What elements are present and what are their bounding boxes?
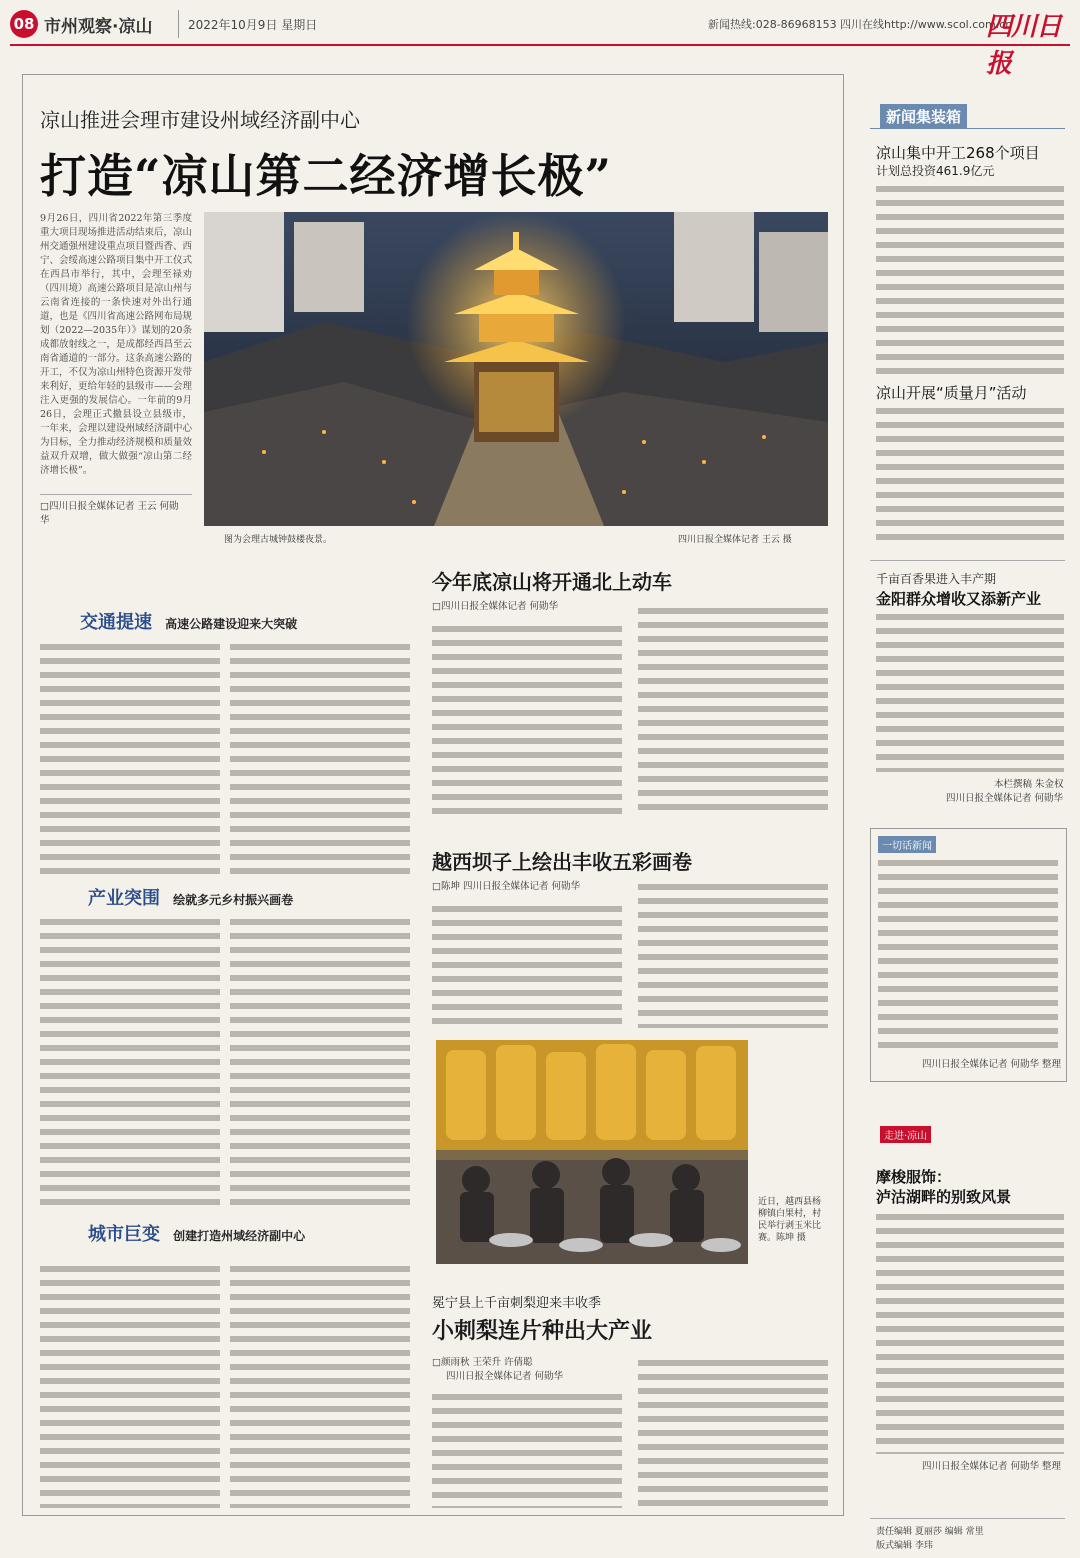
brief-title: 凉山开展“质量月”活动 (876, 384, 1027, 402)
divider (870, 1518, 1065, 1519)
divider (870, 560, 1065, 561)
footer-editor: 责任编辑 夏丽莎 编辑 常里 (876, 1527, 984, 1537)
article-text-block (230, 915, 410, 1210)
brief-title: 凉山集中开工268个项目 (876, 144, 1040, 162)
article-text-block (876, 182, 1064, 374)
article-text-block (638, 1356, 828, 1508)
section-city (88, 1220, 305, 1246)
night-town-photo (204, 212, 828, 526)
walk-title-2: 泸沽湖畔的别致风景 (876, 1188, 1012, 1206)
section-subtitle: 高速公路建设迎来大突破 (165, 617, 298, 631)
lead-kicker: 凉山推进会理市建设州域经济副中心 (40, 108, 360, 132)
lead-byline: □四川日报全媒体记者 王云 何勋华 (40, 501, 179, 526)
rail-article-title: 今年底凉山将开通北上动车 (432, 570, 672, 594)
section-tag: 交通提速 (80, 612, 152, 633)
brief-kicker: 千亩百香果进入丰产期 (876, 572, 997, 586)
night-town-illustration (204, 212, 828, 526)
article-text-block (638, 880, 828, 1028)
article-text-block (638, 604, 828, 818)
article-text-block (40, 640, 220, 875)
header-rule (10, 44, 1070, 46)
section-tag: 产业突围 (88, 888, 160, 909)
article-text-block (878, 856, 1058, 1052)
walk-label: 走进·凉山 (880, 1126, 931, 1143)
section-subtitle: 创建打造州域经济副中心 (173, 1229, 306, 1243)
news-box-credit: 四川日报全媒体记者 何勋华 整理 (922, 1059, 1062, 1070)
article-text-block (432, 1390, 622, 1508)
article-text-block (40, 915, 220, 1210)
issue-date: 2022年10月9日 星期日 (188, 18, 318, 32)
column-credit: 本栏撰稿 朱金权 (994, 779, 1064, 790)
walk-credit: 四川日报全媒体记者 何勋华 整理 (922, 1461, 1062, 1472)
article-text-block (876, 1210, 1064, 1454)
photo-caption: 图为会理古城钟鼓楼夜景。 (224, 535, 333, 545)
article-text-block (230, 1262, 410, 1508)
page-number: 08 (10, 10, 38, 38)
article-text-block (876, 610, 1064, 772)
photo-credit: 四川日报全媒体记者 王云 摄 (678, 535, 792, 545)
article-text-block (40, 1262, 220, 1508)
brief-subtitle: 计划总投资461.9亿元 (876, 164, 995, 178)
pear-article-byline: □颜雨秋 王荣升 许倩聪 (432, 1357, 533, 1368)
website-link[interactable]: 四川在线http://www.scol.com.cn (840, 18, 1013, 31)
section-subtitle: 绘就多元乡村振兴画卷 (173, 893, 294, 907)
corn-harvest-illustration (436, 1040, 748, 1264)
harvest-article-title: 越西坝子上绘出丰收五彩画卷 (432, 850, 692, 874)
pear-article-title: 小刺梨连片种出大产业 (432, 1318, 653, 1344)
corn-harvest-photo (436, 1040, 748, 1264)
brief-title: 金阳群众增收又添新产业 (876, 590, 1042, 608)
newspaper-logo: 四川日报 (986, 12, 1062, 79)
section-traffic (80, 608, 297, 634)
section-title: 市州观察·凉山 (44, 17, 153, 37)
divider (40, 494, 192, 495)
rail-article-byline: □四川日报全媒体记者 何勋华 (432, 601, 558, 612)
divider (870, 128, 1065, 129)
walk-title: 摩梭服饰： (876, 1168, 952, 1186)
pear-article-kicker: 冕宁县上千亩刺梨迎来丰收季 (432, 1296, 602, 1311)
harvest-caption: 近日，越西县杨柳镇白果村，村民举行剥玉米比赛。陈坤 摄 (758, 1197, 822, 1243)
footer-layout: 版式编辑 李玮 (876, 1541, 933, 1551)
article-text-block (876, 404, 1064, 544)
lead-headline: 打造“凉山第二经济增长极” (40, 149, 612, 203)
section-tag: 城市巨变 (88, 1224, 160, 1245)
pear-article-byline-2: 四川日报全媒体记者 何勋华 (446, 1371, 564, 1382)
harvest-article-byline: □陈坤 四川日报全媒体记者 何勋华 (432, 881, 581, 892)
article-text-block (432, 622, 622, 818)
header-divider (178, 10, 179, 38)
article-text-block (432, 902, 622, 1028)
news-box-label: 一切话新闻 (878, 836, 936, 853)
page-header (0, 0, 1080, 79)
column-credit-2: 四川日报全媒体记者 何勋华 (946, 793, 1064, 804)
article-text-block (230, 640, 410, 875)
news-hotline: 新闻热线:028-86968153 (708, 18, 837, 31)
news-container-banner: 新闻集装箱 (880, 104, 967, 129)
section-industry (88, 884, 293, 910)
lead-intro: 9月26日，四川省2022年第三季度重大项目现场推进活动结束后，凉山州交通强州建设重点项目暨西香、西宁、会绥高速公路项目集中开工仪式在西昌市举行，其中，会理至禄劝（四川境）高速公路项目是凉山州与云南省连接的一条快速对外出行通道，也是《四川省高速公路网布局规划（2022—2035年）》谋划的20条成都放射线之一，是成都经西昌至云南省通道的一部分。这条高速公路的开工，不仅为凉山州特色资源开发带来利好，更给年轻的县级市——会理注入更强的发展信心。一年前的9月26日，会理正式撤县设立县级市，一年来，会理以建设州域经济副中心为目标，全力推动经济规模和质量效益双升双增，做大做强“凉山第二经济增长极”。 (40, 213, 192, 476)
